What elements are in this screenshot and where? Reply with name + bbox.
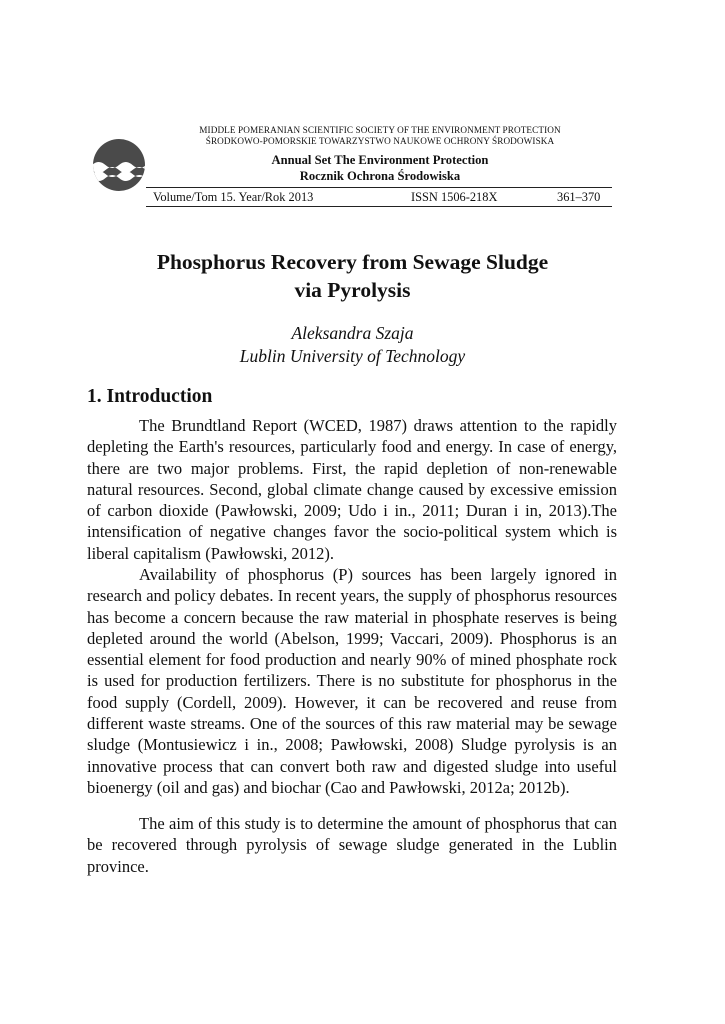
society-name-pl: ŚRODKOWO-POMORSKIE TOWARZYSTWO NAUKOWE OCHRONY ŚRODOWISKA	[205, 136, 555, 146]
article-title	[80, 248, 625, 304]
volume-info: Volume/Tom 15. Year/Rok 2013	[153, 190, 314, 204]
author-affiliation: Lublin University of Technology	[239, 346, 466, 366]
section-heading: 1. Introduction	[87, 386, 213, 407]
journal-name-en: Annual Set The Environment Protection	[271, 153, 489, 167]
wave-logo-icon	[92, 138, 146, 192]
paragraph-1: The Brundtland Report (WCED, 1987) draws attention to the rapidly depleting the Earth's resources, particularly food and energy. In case of energy, there are two major problems. First, the rapid depletion of non-renewable natural resources. Second, global climate change caused by excessive emission of carbon dioxide (Pawłowski, 2009; Udo i in., 2011; Duran i in, 2013).The intensification of negative changes favor the socio-political system which is liberal capitalism (Pawłowski, 2012).	[87, 416, 617, 563]
paragraph-2: Availability of phosphorus (P) sources has been largely ignored in research and policy debates. In recent years, the supply of phosphorus resources has become a concern because the raw material in phosphate reserves is being depleted around the world (Abelson, 1999; Vaccari, 2009). Phosphorus is an essential element for food production and nearly 90% of mined phosphate rock is used for production fertilizers. There is no substitute for phosphorus in the food supply (Cordell, 2009). However, it can be recovered and reuse from different waste streams. One of the sources of this raw material may be sewage sludge (Montusiewicz i in., 2008; Pawłowski, 2008) Sludge pyrolysis is an innovative process that can convert both raw and digested sludge into useful bioenergy (oil and gas) and biochar (Cao and Pawłowski, 2012a; 2012b).	[87, 565, 617, 797]
title-line-1: Phosphorus Recovery from Sewage Sludge	[156, 250, 549, 274]
title-line-2: via Pyrolysis	[294, 278, 411, 302]
header-rule-bottom	[146, 206, 612, 207]
page-range: 361–370	[557, 190, 601, 204]
society-name-en: MIDDLE POMERANIAN SCIENTIFIC SOCIETY OF THE ENVIRONMENT PROTECTION	[199, 125, 561, 135]
paragraph-3: The aim of this study is to determine the amount of phosphorus that can be recovered through pyrolysis of sewage sludge generated in the Lublin province.	[87, 814, 617, 876]
author-name: Aleksandra Szaja	[291, 323, 414, 343]
issn: ISSN 1506-218X	[411, 190, 498, 204]
journal-name-pl: Rocznik Ochrona Środowiska	[299, 169, 461, 183]
header-rule-top	[146, 187, 612, 188]
